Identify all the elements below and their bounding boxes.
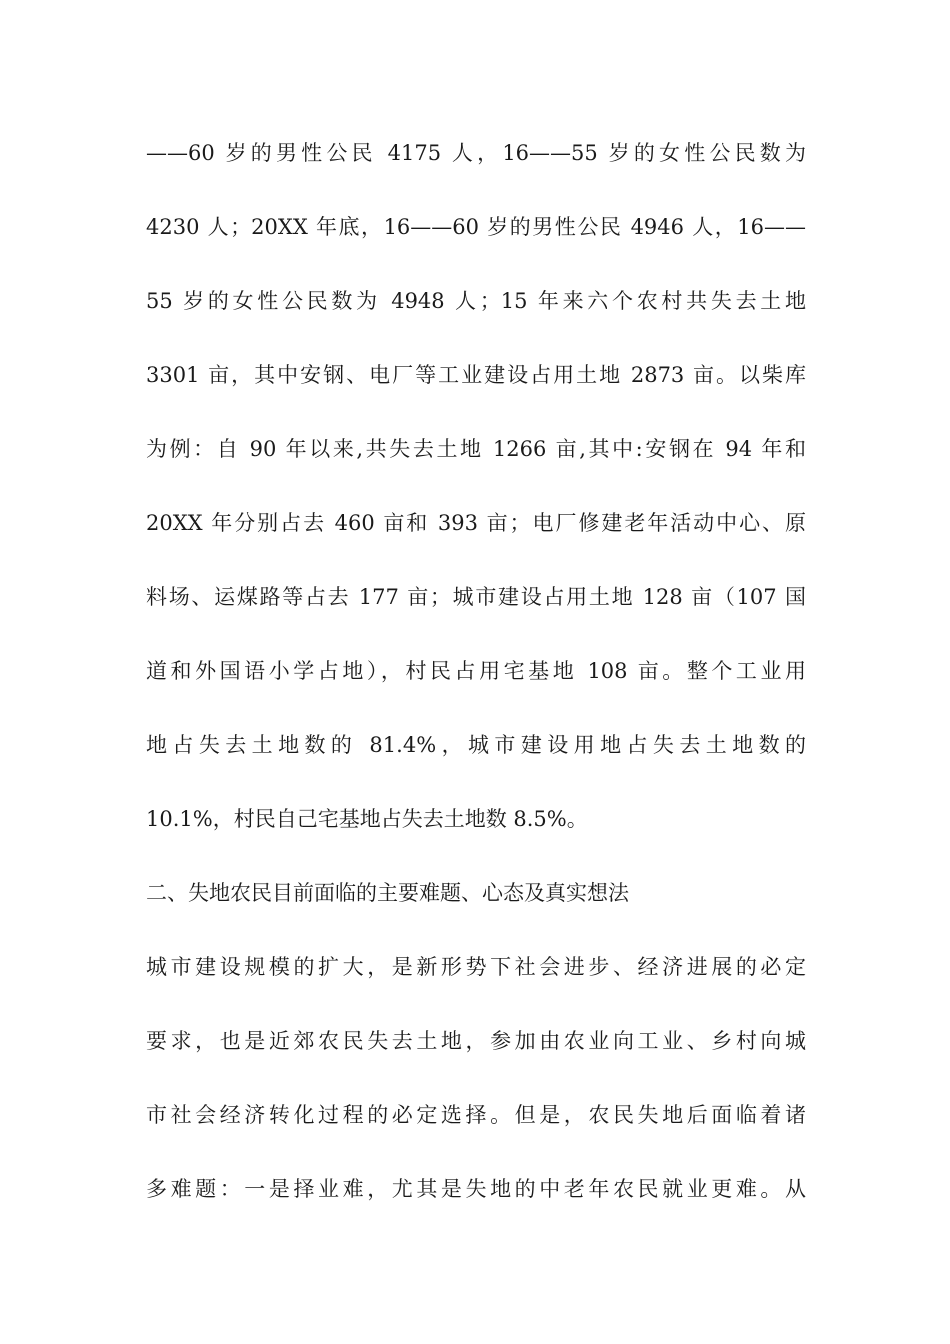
paragraph-line-14: 多难题：一是择业难，尤其是失地的中老年农民就业更难。从 xyxy=(146,1177,806,1201)
paragraph-line-12: 要求，也是近郊农民失去土地，参加由农业向工业、乡村向城 xyxy=(146,1029,806,1053)
paragraph-line-2: 4230 人；20XX 年底，16——60 岁的男性公民 4946 人，16—— xyxy=(146,215,806,239)
paragraph-line-8: 道和外国语小学占地），村民占用宅基地 108 亩。整个工业用 xyxy=(146,659,806,683)
paragraph-line-5: 为例：自 90 年以来,共失去土地 1266 亩,其中:安钢在 94 年和 xyxy=(146,437,806,461)
paragraph-line-10: 10.1%，村民自己宅基地占失去土地数 8.5%。 xyxy=(146,807,588,831)
paragraph-line-11: 城市建设规模的扩大，是新形势下社会进步、经济进展的必定 xyxy=(146,955,806,979)
paragraph-line-13: 市社会经济转化过程的必定选择。但是，农民失地后面临着诸 xyxy=(146,1103,806,1127)
paragraph-line-9: 地占失去土地数的 81.4%，城市建设用地占失去土地数的 xyxy=(146,733,806,757)
paragraph-line-6: 20XX 年分别占去 460 亩和 393 亩；电厂修建老年活动中心、原 xyxy=(146,511,806,535)
section-heading: 二、失地农民目前面临的主要难题、心态及真实想法 xyxy=(146,881,629,905)
paragraph-line-4: 3301 亩，其中安钢、电厂等工业建设占用土地 2873 亩。以柴库 xyxy=(146,363,806,387)
paragraph-line-7: 料场、运煤路等占去 177 亩；城市建设占用土地 128 亩（107 国 xyxy=(146,585,806,609)
paragraph-line-3: 55 岁的女性公民数为 4948 人；15 年来六个农村共失去土地 xyxy=(146,289,806,313)
paragraph-line-1: ——60 岁的男性公民 4175 人，16——55 岁的女性公民数为 xyxy=(146,141,806,165)
